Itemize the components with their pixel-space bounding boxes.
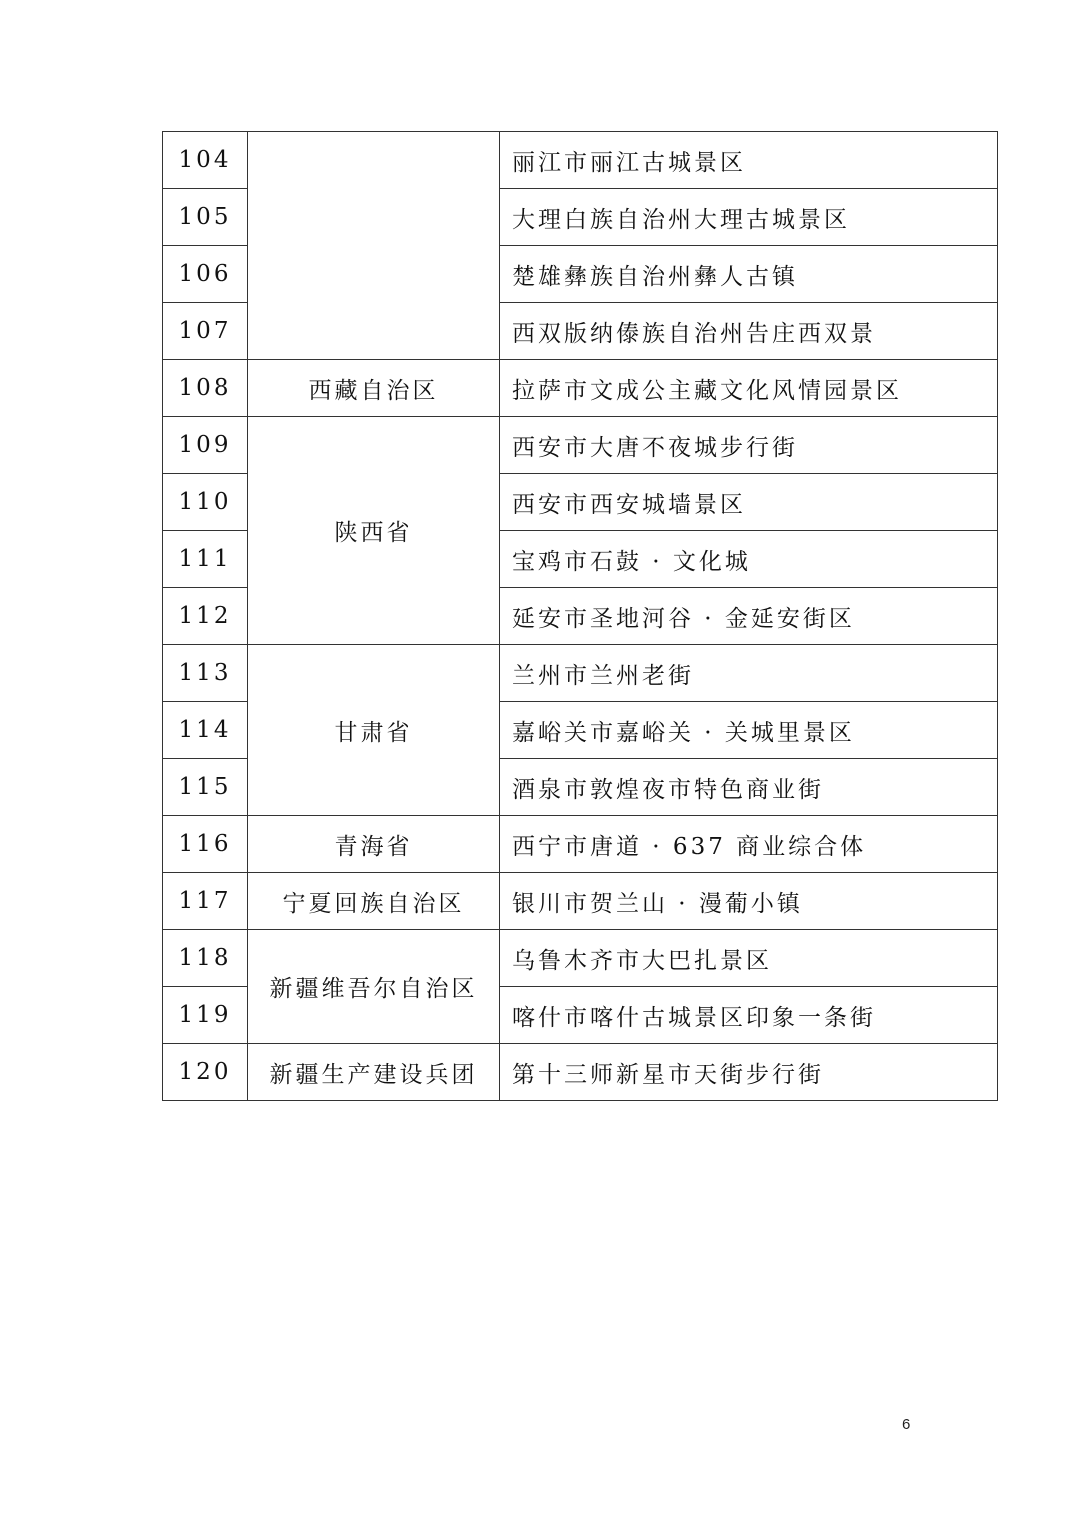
row-number: 118 bbox=[163, 930, 248, 987]
scenic-area-name: 丽江市丽江古城景区 bbox=[500, 132, 998, 189]
province-cell bbox=[248, 132, 500, 360]
row-number: 117 bbox=[163, 873, 248, 930]
row-number: 114 bbox=[163, 702, 248, 759]
scenic-area-name: 嘉峪关市嘉峪关 · 关城里景区 bbox=[500, 702, 998, 759]
scenic-area-name: 西双版纳傣族自治州告庄西双景 bbox=[500, 303, 998, 360]
table-row bbox=[163, 873, 998, 930]
table-row bbox=[163, 132, 998, 189]
province-cell: 青海省 bbox=[248, 816, 500, 873]
scenic-area-name: 酒泉市敦煌夜市特色商业街 bbox=[500, 759, 998, 816]
province-cell: 宁夏回族自治区 bbox=[248, 873, 500, 930]
row-number: 113 bbox=[163, 645, 248, 702]
scenic-area-table bbox=[162, 131, 998, 1101]
row-number: 104 bbox=[163, 132, 248, 189]
table-row bbox=[163, 1044, 998, 1101]
row-number: 110 bbox=[163, 474, 248, 531]
row-number: 119 bbox=[163, 987, 248, 1044]
scenic-area-name: 大理白族自治州大理古城景区 bbox=[500, 189, 998, 246]
province-cell: 新疆维吾尔自治区 bbox=[248, 930, 500, 1044]
row-number: 112 bbox=[163, 588, 248, 645]
row-number: 107 bbox=[163, 303, 248, 360]
scenic-area-name: 兰州市兰州老街 bbox=[500, 645, 998, 702]
scenic-area-name: 银川市贺兰山 · 漫葡小镇 bbox=[500, 873, 998, 930]
scenic-area-name: 西安市西安城墙景区 bbox=[500, 474, 998, 531]
table-row bbox=[163, 816, 998, 873]
scenic-area-name: 拉萨市文成公主藏文化风情园景区 bbox=[500, 360, 998, 417]
row-number: 111 bbox=[163, 531, 248, 588]
row-number: 116 bbox=[163, 816, 248, 873]
scenic-area-name: 西宁市唐道 · 637 商业综合体 bbox=[500, 816, 998, 873]
province-cell: 新疆生产建设兵团 bbox=[248, 1044, 500, 1101]
province-cell: 陕西省 bbox=[248, 417, 500, 645]
row-number: 115 bbox=[163, 759, 248, 816]
table-row bbox=[163, 645, 998, 702]
scenic-area-name: 乌鲁木齐市大巴扎景区 bbox=[500, 930, 998, 987]
province-cell: 西藏自治区 bbox=[248, 360, 500, 417]
scenic-area-name: 第十三师新星市天街步行街 bbox=[500, 1044, 998, 1101]
scenic-area-name: 西安市大唐不夜城步行街 bbox=[500, 417, 998, 474]
table-row bbox=[163, 930, 998, 987]
province-cell: 甘肃省 bbox=[248, 645, 500, 816]
scenic-area-name: 延安市圣地河谷 · 金延安街区 bbox=[500, 588, 998, 645]
row-number: 109 bbox=[163, 417, 248, 474]
scenic-area-name: 宝鸡市石鼓 · 文化城 bbox=[500, 531, 998, 588]
row-number: 108 bbox=[163, 360, 248, 417]
scenic-area-name: 楚雄彝族自治州彝人古镇 bbox=[500, 246, 998, 303]
row-number: 120 bbox=[163, 1044, 248, 1101]
row-number: 106 bbox=[163, 246, 248, 303]
table-row bbox=[163, 360, 998, 417]
scenic-area-name: 喀什市喀什古城景区印象一条街 bbox=[500, 987, 998, 1044]
page-number: 6 bbox=[902, 1416, 911, 1433]
table-row bbox=[163, 417, 998, 474]
row-number: 105 bbox=[163, 189, 248, 246]
